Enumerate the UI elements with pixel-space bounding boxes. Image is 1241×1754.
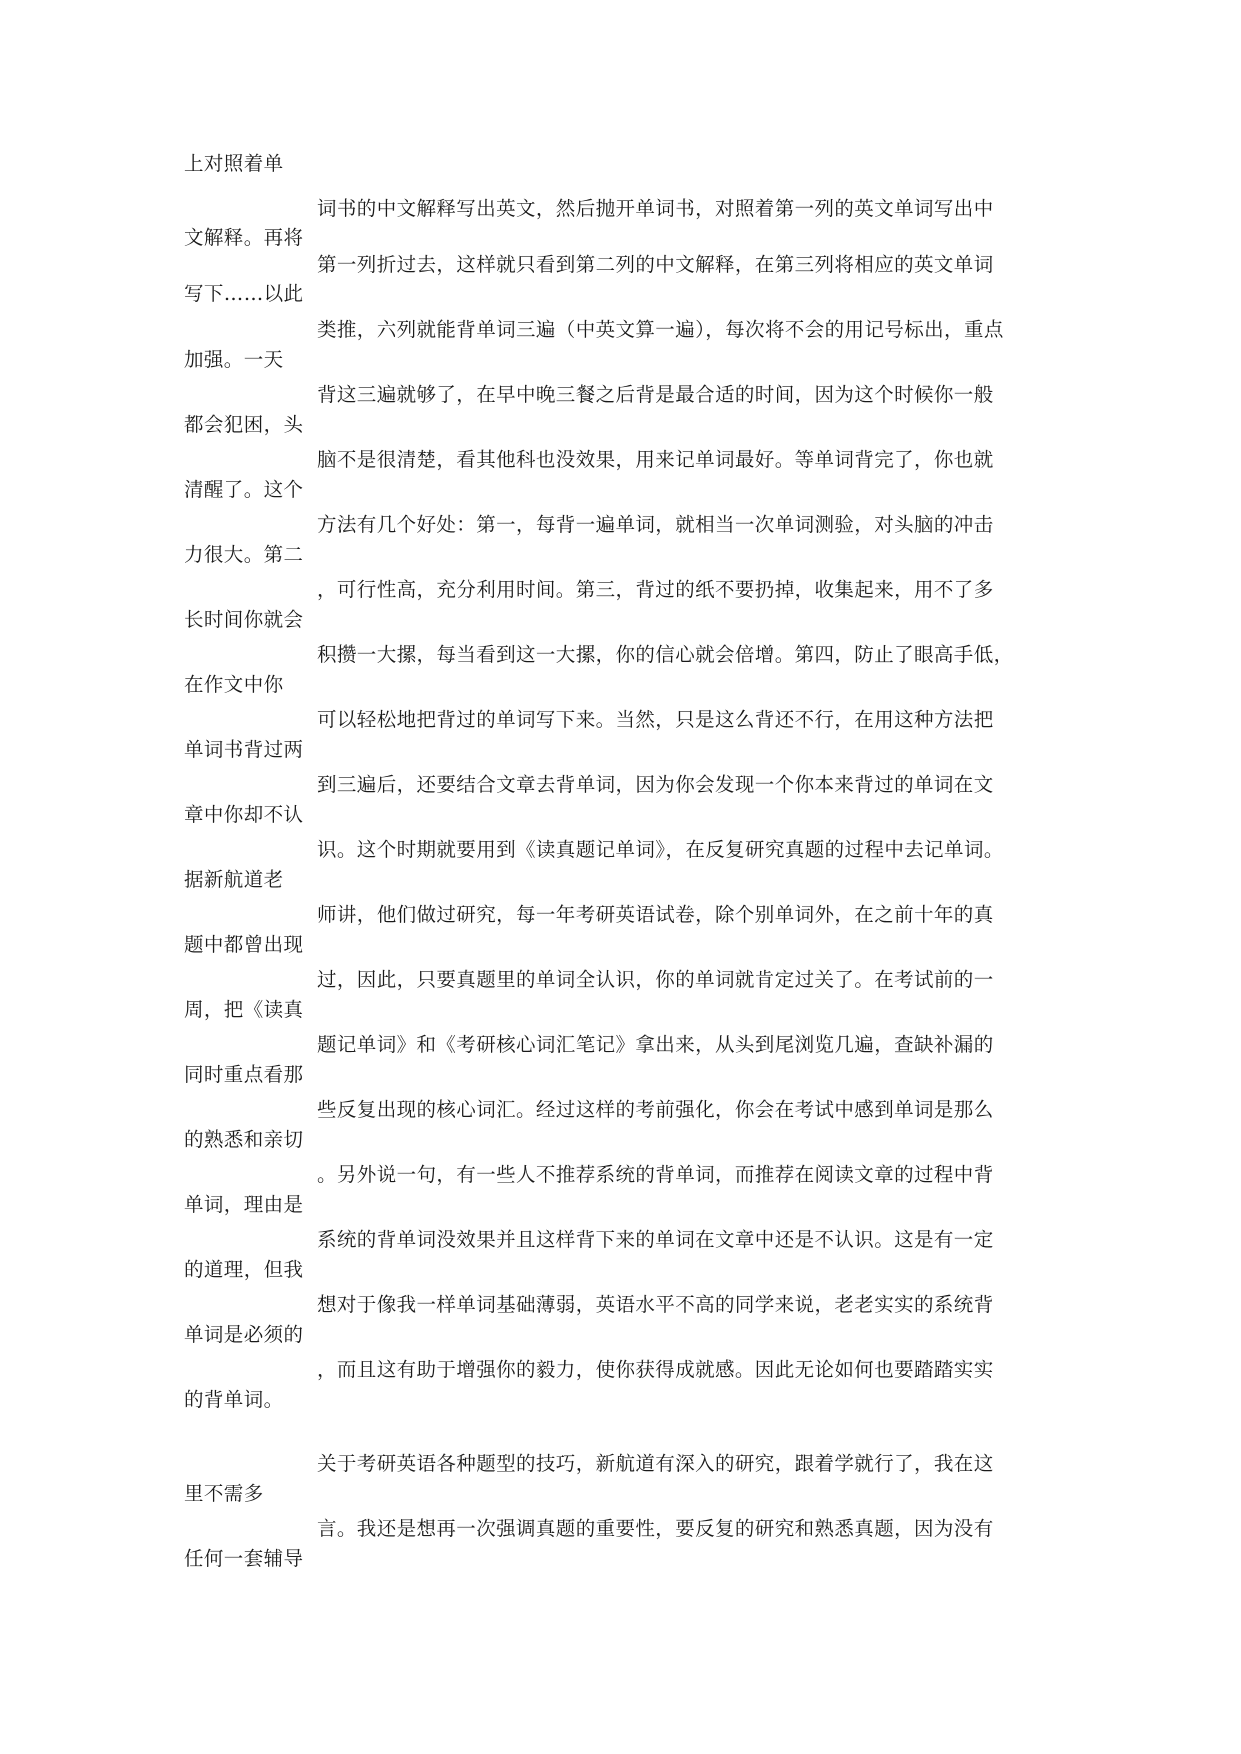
text-line: 第一列折过去，这样就只看到第二列的中文解释，在第三列将相应的英文单词 <box>317 253 994 276</box>
text-line: 。另外说一句，有一些人不推荐系统的背单词，而推荐在阅读文章的过程中背 <box>317 1163 994 1186</box>
text-line: 背这三遍就够了，在早中晚三餐之后背是最合适的时间，因为这个时候你一般 <box>317 383 994 406</box>
text-line: 里不需多 <box>184 1482 264 1505</box>
text-line: 同时重点看那 <box>184 1063 304 1086</box>
text-line: 词书的中文解释写出英文，然后抛开单词书，对照着第一列的英文单词写出中 <box>317 197 994 220</box>
text-line: 的背单词。 <box>184 1388 284 1411</box>
text-line: 识。这个时期就要用到《读真题记单词》，在反复研究真题的过程中去记单词。 <box>317 838 1004 861</box>
text-line: 师讲，他们做过研究，每一年考研英语试卷，除个别单词外，在之前十年的真 <box>317 903 994 926</box>
text-line: 想对于像我一样单词基础薄弱，英语水平不高的同学来说，老老实实的系统背 <box>317 1293 994 1316</box>
text-line: 据新航道老 <box>184 868 284 891</box>
text-line: 积攒一大摞，每当看到这一大摞，你的信心就会倍增。第四，防止了眼高手低， <box>317 643 1014 666</box>
text-line: 关于考研英语各种题型的技巧，新航道有深入的研究，跟着学就行了，我在这 <box>317 1452 994 1475</box>
text-line: 过，因此，只要真题里的单词全认识，你的单词就肯定过关了。在考试前的一 <box>317 968 994 991</box>
text-line: 到三遍后，还要结合文章去背单词，因为你会发现一个你本来背过的单词在文 <box>317 773 994 796</box>
text-line: 可以轻松地把背过的单词写下来。当然，只是这么背还不行，在用这种方法把 <box>317 708 994 731</box>
text-line: 单词书背过两 <box>184 738 304 761</box>
text-line: 清醒了。这个 <box>184 478 304 501</box>
text-line: 任何一套辅导 <box>184 1547 304 1570</box>
text-line: 单词是必须的 <box>184 1323 304 1346</box>
text-line: 类推，六列就能背单词三遍（中英文算一遍），每次将不会的用记号标出，重点 <box>317 318 1004 341</box>
text-line: 上对照着单 <box>184 152 284 175</box>
text-line: 脑不是很清楚，看其他科也没效果，用来记单词最好。等单词背完了，你也就 <box>317 448 994 471</box>
text-line: 文解释。再将 <box>184 226 304 249</box>
text-line: 章中你却不认 <box>184 803 304 826</box>
text-line: 题中都曾出现 <box>184 933 304 956</box>
text-line: 系统的背单词没效果并且这样背下来的单词在文章中还是不认识。这是有一定 <box>317 1228 994 1251</box>
text-line: 言。我还是想再一次强调真题的重要性，要反复的研究和熟悉真题，因为没有 <box>317 1517 994 1540</box>
text-line: 单词，理由是 <box>184 1193 304 1216</box>
text-line: 的熟悉和亲切 <box>184 1128 304 1151</box>
text-line: 周，把《读真 <box>184 998 304 1021</box>
text-line: 方法有几个好处：第一，每背一遍单词，就相当一次单词测验，对头脑的冲击 <box>317 513 994 536</box>
text-line: 写下……以此 <box>184 282 304 305</box>
text-line: 力很大。第二 <box>184 543 304 566</box>
text-line: 些反复出现的核心词汇。经过这样的考前强化，你会在考试中感到单词是那么 <box>317 1098 994 1121</box>
text-line: 题记单词》和《考研核心词汇笔记》拿出来，从头到尾浏览几遍，查缺补漏的 <box>317 1033 994 1056</box>
text-line: 都会犯困，头 <box>184 413 304 436</box>
text-line: ，而且这有助于增强你的毅力，使你获得成就感。因此无论如何也要踏踏实实 <box>317 1358 994 1381</box>
text-line: 的道理，但我 <box>184 1258 304 1281</box>
text-line: 加强。一天 <box>184 348 284 371</box>
text-line: 在作文中你 <box>184 673 284 696</box>
text-line: ，可行性高，充分利用时间。第三，背过的纸不要扔掉，收集起来，用不了多 <box>317 578 994 601</box>
text-line: 长时间你就会 <box>184 608 304 631</box>
